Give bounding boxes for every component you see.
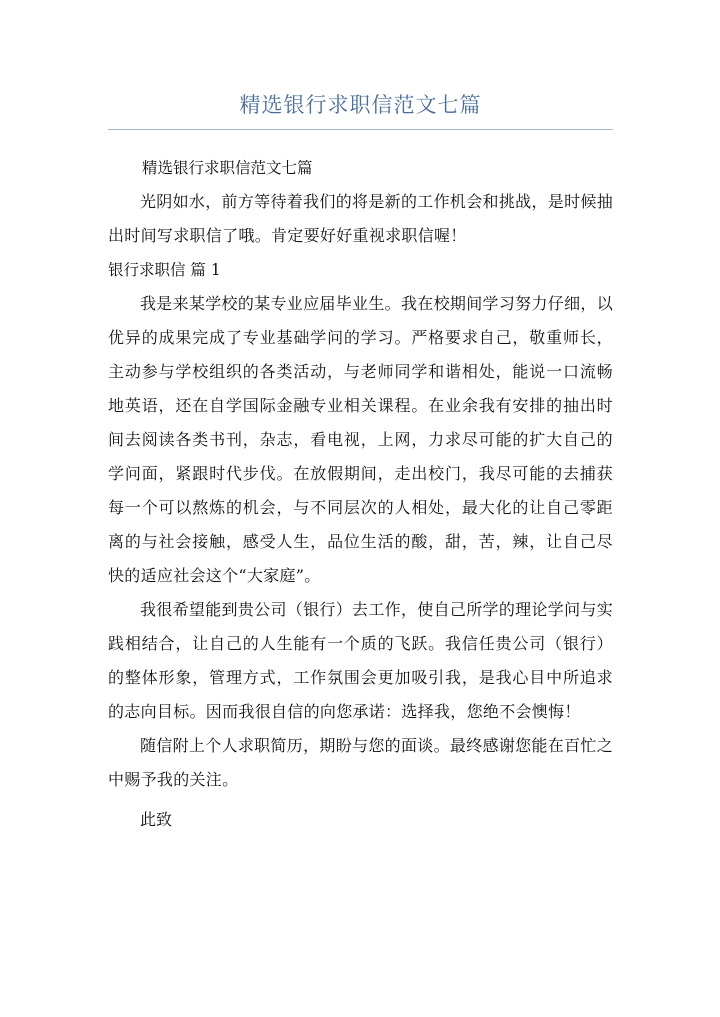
- section-heading: 银行求职信 篇 1: [108, 261, 221, 279]
- body-paragraph-2: 我很希望能到贵公司（银行）去工作，使自己所学的理论学问与实践相结合，让自己的人生能有一个质的飞跃。我信任贵公司（银行）的整体形象，管理方式，工作氛围会更加吸引我，是我心目中所追求的志向目标。因而我很自信的向您承诺：选择我，您绝不会懊悔！: [108, 600, 613, 721]
- intro-paragraph: 光阴如水，前方等待着我们的将是新的工作机会和挑战，是时候抽出时间写求职信了哦。肯定要好好重视求职信喔！: [108, 192, 613, 245]
- body-paragraph-3: 随信附上个人求职简历，期盼与您的面谈。最终感谢您能在百忙之中赐予我的关注。: [108, 736, 613, 789]
- sub-heading: 精选银行求职信范文七篇: [142, 159, 313, 177]
- closing-salutation: 此致: [140, 810, 173, 829]
- document-body: [108, 151, 613, 837]
- title-divider: [108, 129, 613, 130]
- body-paragraph-1: 我是来某学校的某专业应届毕业生。我在校期间学习努力仔细，以优异的成果完成了专业基础学问的学习。严格要求自己，敬重师长，主动参与学校组织的各类活动，与老师同学和谐相处，能说一口流畅地英语，还在自学国际金融专业相关课程。在业余我有安排的抽出时间去阅读各类书刊，杂志，看电视，上网，力求尽可能的扩大自己的学问面，紧跟时代步伐。在放假期间，走出校门，我尽可能的去捕获每一个可以熬炼的机会，与不同层次的人相处，最大化的让自己零距离的与社会接触，感受人生，品位生活的酸，甜，苦，辣，让自己尽快的适应社会这个“大家庭”。: [108, 294, 613, 585]
- document-title: 精选银行求职信范文七篇: [239, 93, 482, 117]
